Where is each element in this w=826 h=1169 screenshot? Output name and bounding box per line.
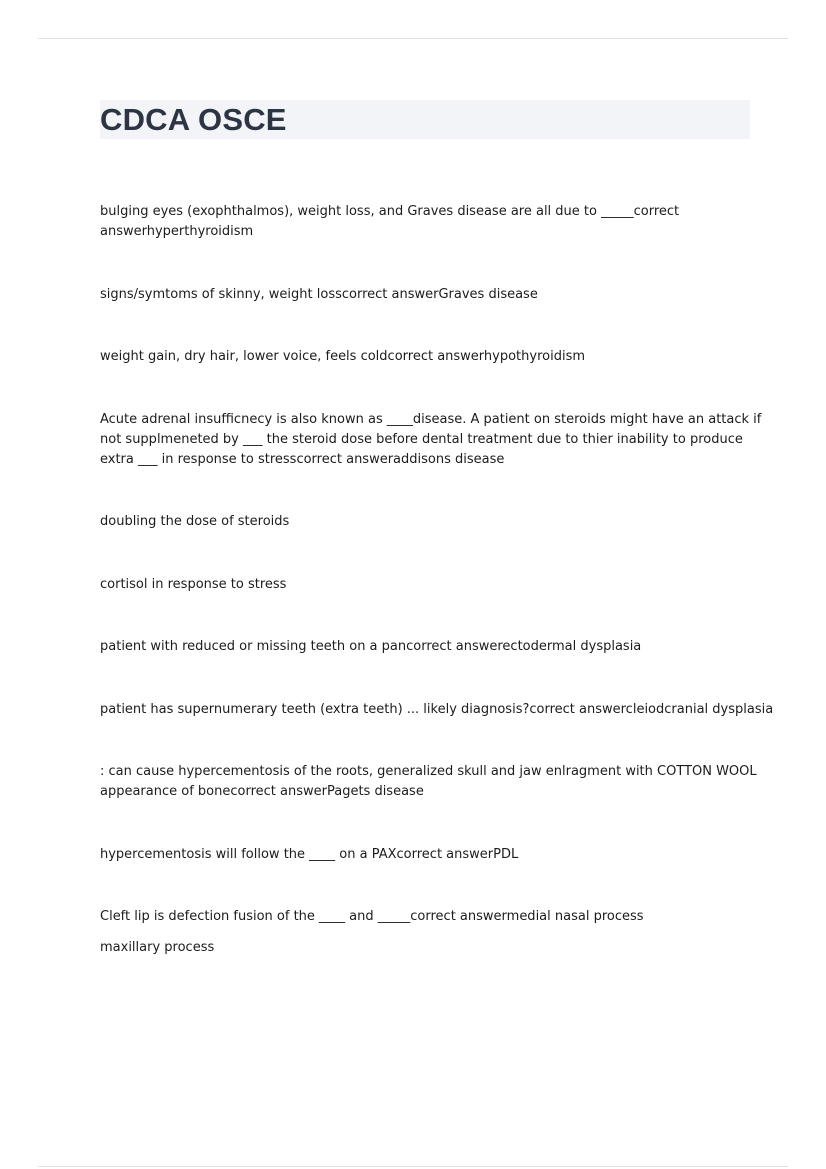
document-title: CDCA OSCE	[100, 102, 287, 137]
paragraph-line: cortisol in response to stress	[100, 577, 287, 592]
paragraph-line: appearance of bonecorrect answerPagets disease	[100, 784, 424, 799]
paragraph-hypercementosis	[100, 845, 750, 865]
paragraph-line: doubling the dose of steroids	[100, 514, 290, 529]
paragraph-line: patient has supernumerary teeth (extra teeth) ... likely diagnosis?correct answercleiodcranial dysplasia	[100, 702, 774, 717]
paragraph-hyperthyroidism	[100, 202, 750, 242]
top-divider	[38, 38, 788, 39]
paragraph-line: weight gain, dry hair, lower voice, feels coldcorrect answerhypothyroidism	[100, 349, 586, 364]
paragraph-cleft-lip	[100, 907, 750, 927]
paragraph-line: : can cause hypercementosis of the roots, generalized skull and jaw enlragment with COTTON WOOL	[100, 764, 757, 779]
bottom-divider	[38, 1166, 788, 1167]
paragraph-line: patient with reduced or missing teeth on a pancorrect answerectodermal dysplasia	[100, 639, 642, 654]
paragraph-line: Acute adrenal insufficnecy is also known as ____disease. A patient on steroids might have an attack if	[100, 412, 762, 427]
paragraph-line: not supplmeneted by ___ the steroid dose before dental treatment due to thier inability to produce	[100, 432, 743, 447]
paragraph-line: Cleft lip is defection fusion of the ____ and _____correct answermedial nasal process	[100, 909, 644, 924]
paragraph-line: answerhyperthyroidism	[100, 224, 254, 239]
paragraph-cortisol	[100, 575, 750, 595]
paragraph-maxillary-process	[100, 938, 750, 958]
paragraph-cleidocranial	[100, 700, 774, 720]
paragraph-doubling-dose	[100, 512, 750, 532]
paragraph-pagets	[100, 762, 757, 802]
paragraph-graves	[100, 285, 750, 305]
paragraph-line: maxillary process	[100, 940, 215, 955]
paragraph-line: extra ___ in response to stresscorrect answeraddisons disease	[100, 452, 505, 467]
paragraph-line: signs/symtoms of skinny, weight losscorrect answerGraves disease	[100, 287, 538, 302]
paragraph-line: bulging eyes (exophthalmos), weight loss, and Graves disease are all due to _____correct	[100, 204, 680, 219]
paragraph-hypothyroidism	[100, 347, 750, 367]
paragraph-line: hypercementosis will follow the ____ on a PAXcorrect answerPDL	[100, 847, 519, 862]
paragraph-addisons	[100, 410, 762, 470]
paragraph-ectodermal	[100, 637, 750, 657]
